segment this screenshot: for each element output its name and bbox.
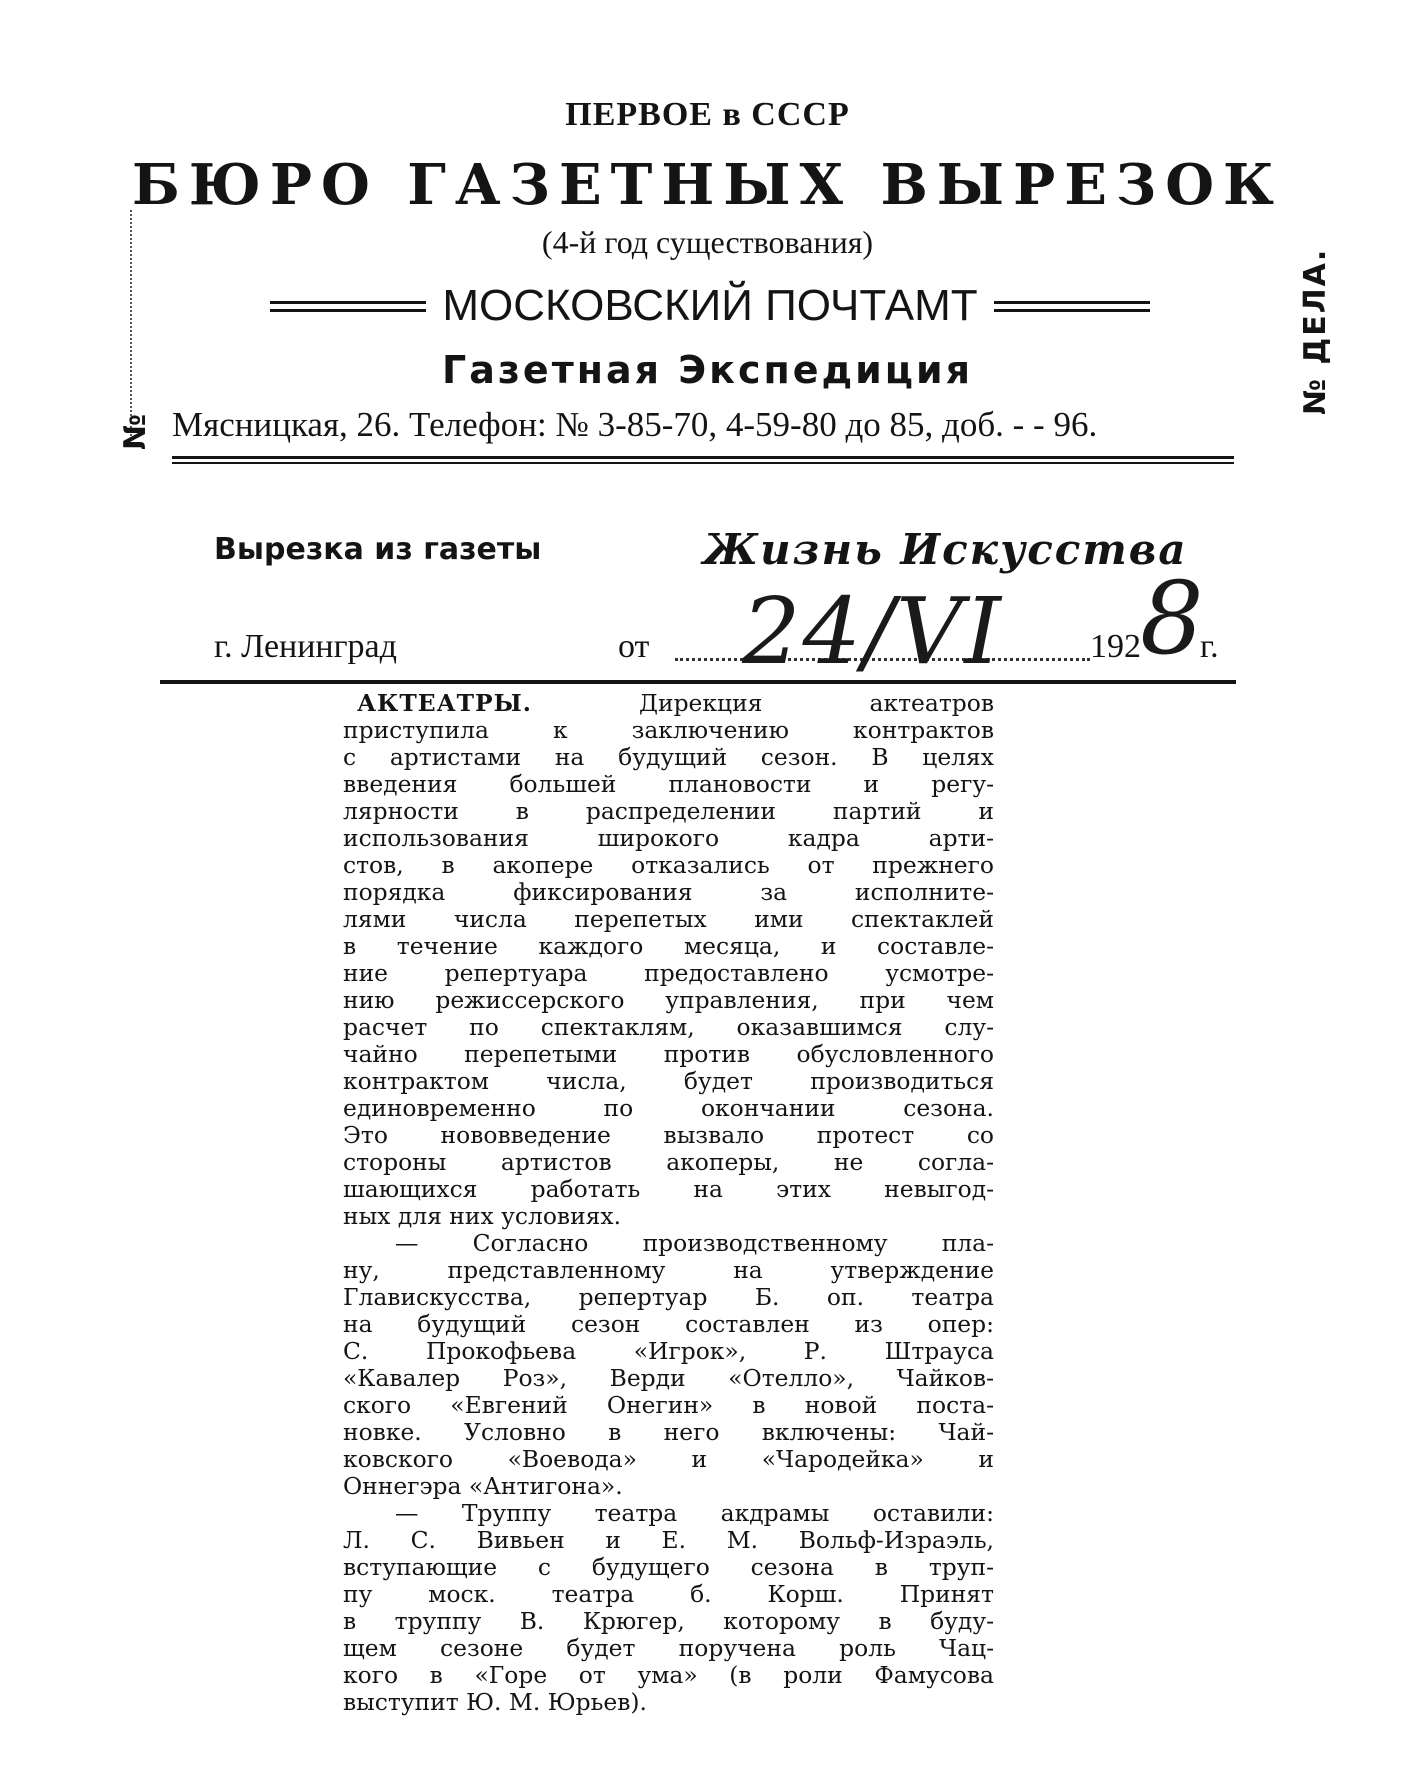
- article-line: новке. Условно в него включены: Чай-: [343, 1418, 994, 1446]
- article-line: лями числа перепетых ими спектаклей: [343, 905, 994, 933]
- newspaper-name-stamp: Жизнь Искусства: [703, 525, 1188, 574]
- article-line: ных для них условиях.: [343, 1202, 622, 1230]
- year-suffix: г.: [1200, 628, 1219, 665]
- clipping-from-label: Вырезка из газеты: [214, 532, 542, 567]
- double-rule-left: [270, 301, 426, 312]
- article-line: щем сезоне будет поручена роль Чац-: [343, 1634, 994, 1662]
- article-line: расчет по спектаклям, оказавшимся слу-: [343, 1013, 994, 1041]
- article-lead: АКТЕАТРЫ.: [357, 689, 532, 717]
- header-newspaper-expedition: Газетная Экспедиция: [442, 348, 973, 392]
- double-rule-right: [994, 301, 1150, 312]
- article-line: «Кавалер Роз», Верди «Отелло», Чайков-: [343, 1364, 994, 1392]
- article-line: Л. С. Вивьен и Е. М. Вольф-Израэль,: [343, 1526, 994, 1554]
- article-line: приступила к заключению контрактов: [343, 716, 994, 744]
- city-label: г. Ленинград: [214, 628, 397, 665]
- header-year-of-existence: (4-й год существования): [541, 224, 874, 260]
- article-line: стов, в акопере отказались от прежнего: [343, 851, 994, 879]
- file-number-label: №: [118, 413, 153, 450]
- article-line: в труппу В. Крюгер, которому в буду-: [343, 1607, 994, 1635]
- article-line: ние репертуара предоставлено усмотре-: [343, 959, 994, 987]
- header-address-phone: Мясницкая, 26. Телефон: № 3-85-70, 4-59-80 до 85, доб. - - 96.: [172, 405, 1098, 444]
- article-line: — Труппу театра акдрамы оставили:: [395, 1499, 994, 1527]
- article-line: единовременно по окончании сезона.: [343, 1094, 994, 1122]
- article-line: использования широкого кадра арти-: [343, 824, 994, 852]
- article-line: С. Прокофьева «Игрок», Р. Штрауса: [343, 1337, 994, 1365]
- article-line: лярности в распределении партий и: [343, 797, 994, 825]
- handwritten-date: 24/VI: [742, 578, 1003, 685]
- handwritten-year-digit: 8: [1140, 560, 1204, 677]
- clipping-rule: [160, 680, 1236, 684]
- year-prefix: 192: [1090, 628, 1141, 665]
- header-rule-thick: [172, 456, 1234, 459]
- article-line: контрактом числа, будет производиться: [343, 1067, 994, 1095]
- article-line: шающихся работать на этих невыгод-: [343, 1175, 994, 1203]
- article-body: [343, 690, 994, 1716]
- article-line: — Согласно производственному пла-: [395, 1229, 994, 1257]
- article-line: АКТЕАТРЫ. Дирекция актеатров: [357, 689, 994, 717]
- article-line: пу моск. театра б. Корш. Принят: [343, 1580, 994, 1608]
- article-line: с артистами на будущий сезон. В целях: [343, 743, 994, 771]
- date-from-label: от: [618, 628, 650, 665]
- article-line: введения большей плановости и регу-: [343, 770, 994, 798]
- article-line: в течение каждого месяца, и составле-: [343, 932, 994, 960]
- header-post-row: [270, 278, 1150, 334]
- header-moscow-post: МОСКОВСКИЙ ПОЧТАМТ: [442, 281, 978, 330]
- article-line: нию режиссерского управления, при чем: [343, 986, 994, 1014]
- header-bureau-title: БЮРО ГАЗЕТНЫХ ВЫРЕЗОК: [131, 152, 1283, 218]
- article-line: выступит Ю. М. Юрьев).: [343, 1688, 647, 1716]
- article-line: ского «Евгений Онегин» в новой поста-: [343, 1391, 994, 1419]
- article-line: кого в «Горе от ума» (в роли Фамусова: [343, 1661, 994, 1689]
- article-line: ну, представленному на утверждение: [343, 1256, 994, 1284]
- article-line: стороны артистов акоперы, не согла-: [343, 1148, 994, 1176]
- article-line: Оннегэра «Антигона».: [343, 1472, 623, 1500]
- article-line: порядка фиксирования за исполните-: [343, 878, 994, 906]
- article-line: Главискусства, репертуар Б. оп. театра: [343, 1283, 994, 1311]
- article-line: Это нововведение вызвало протест со: [343, 1121, 994, 1149]
- header-rule-thin: [172, 462, 1234, 464]
- article-line: на будущий сезон составлен из опер:: [343, 1310, 994, 1338]
- case-number-label: № ДЕЛА.: [1298, 247, 1333, 415]
- article-line: чайно перепетыми против обусловленного: [343, 1040, 994, 1068]
- article-line: ковского «Воевода» и «Чародейка» и: [343, 1445, 994, 1473]
- article-line: вступающие с будущего сезона в труп-: [343, 1553, 994, 1581]
- header-first-in-ussr: ПЕРВОЕ в СССР: [565, 96, 850, 133]
